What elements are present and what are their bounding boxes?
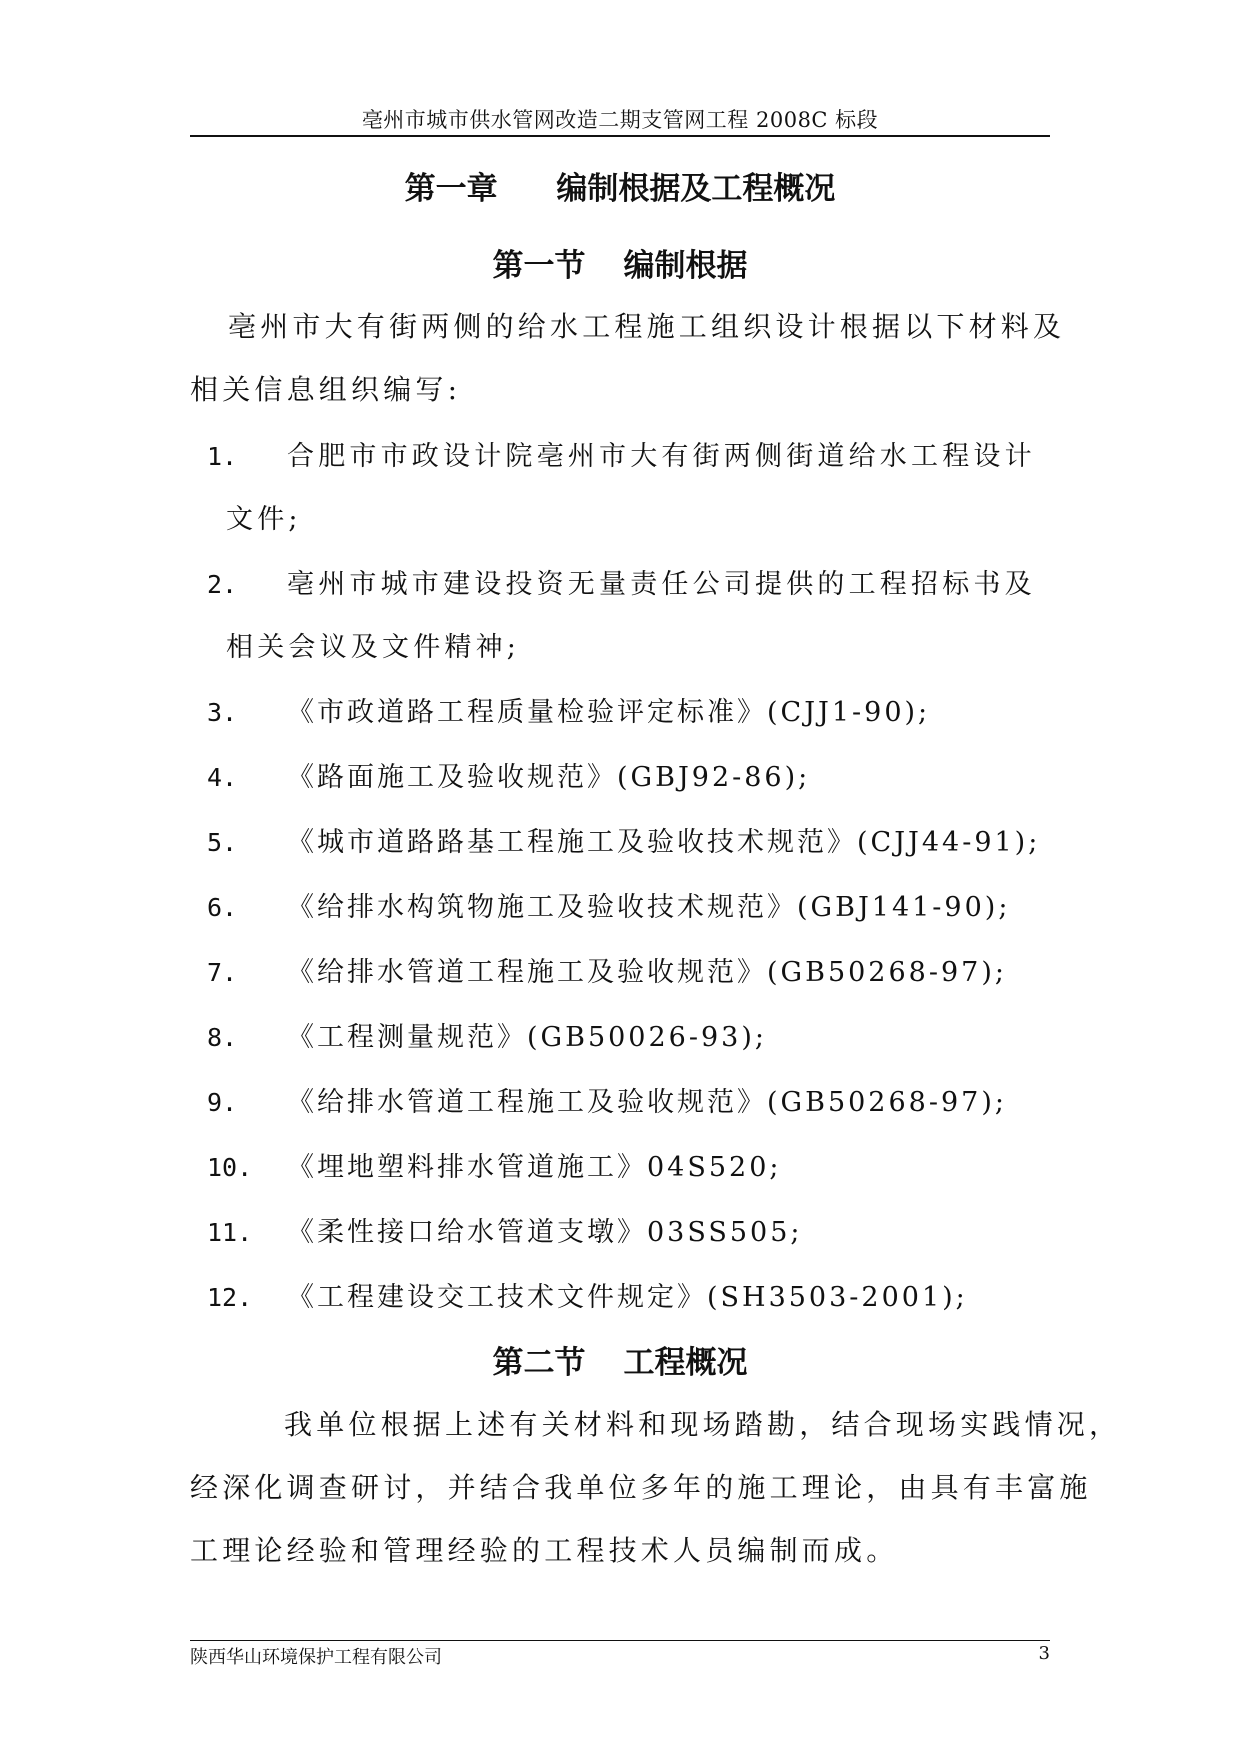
overview-line-1: 我单位根据上述有关材料和现场踏勘，结合现场实践情况， (284, 1408, 1122, 1441)
section-title-2 (190, 1337, 1050, 1382)
list-item-continuation (226, 497, 302, 536)
intro-line-2: 相关信息组织编写: (190, 373, 462, 406)
running-header: 亳州市城市供水管网改造二期支管网工程 2008C 标段 (361, 108, 879, 132)
list-item-number: 7. (207, 958, 238, 987)
header-rule (190, 135, 1050, 137)
intro-line-1: 亳州市大有街两侧的给水工程施工组织设计根据以下材料及 (228, 310, 1066, 343)
list-item-text: 《工程测量规范》(GB50026-93); (287, 1022, 767, 1053)
list-item (207, 1145, 781, 1184)
list-item-text: 《给排水管道工程施工及验收规范》(GB50268-97); (287, 1087, 1007, 1118)
list-item-text: 亳州市城市建设投资无量责任公司提供的工程招标书及 (287, 569, 1036, 600)
section-title-1 (190, 240, 1050, 285)
overview-line-3: 工理论经验和管理经验的工程技术人员编制而成。 (190, 1534, 899, 1567)
list-item-number: 12. (207, 1283, 253, 1312)
list-item-text: 文件; (226, 504, 302, 535)
list-item (207, 820, 1040, 859)
list-item (207, 1210, 803, 1249)
list-item-number: 4. (207, 763, 238, 792)
list-item-number: 5. (207, 828, 238, 857)
list-item-text: 合肥市市政设计院亳州市大有街两侧街道给水工程设计 (287, 441, 1036, 472)
list-item (207, 950, 1007, 989)
list-item-number: 1. (207, 442, 238, 471)
list-item (207, 1080, 1007, 1119)
list-item-continuation (226, 625, 520, 664)
list-item-number: 3. (207, 698, 238, 727)
list-item (207, 885, 1010, 924)
section-2-title: 工程概况 (623, 1345, 748, 1381)
section-1-title: 编制根据 (623, 248, 748, 284)
list-item-text: 《给排水构筑物施工及验收技术规范》(GBJ141-90); (287, 892, 1011, 923)
list-item-text: 相关会议及文件精神; (226, 632, 521, 663)
list-item-text: 《给排水管道工程施工及验收规范》(GB50268-97); (287, 957, 1007, 988)
list-item-number: 8. (207, 1023, 238, 1052)
section-1-number: 第一节 (492, 248, 586, 284)
list-item-number: 10. (207, 1153, 253, 1182)
chapter-title: 第一章 编制根据及工程概况 (404, 171, 836, 207)
overview-line-2: 经深化调查研讨，并结合我单位多年的施工理论，由具有丰富施 (190, 1471, 1092, 1504)
list-item-number: 2. (207, 570, 238, 599)
footer-company: 陕西华山环境保护工程有限公司 (190, 1647, 442, 1668)
list-item (207, 690, 930, 729)
list-item-text: 《工程建设交工技术文件规定》(SH3503-2001); (287, 1282, 968, 1313)
footer-rule (190, 1640, 1050, 1641)
list-item-text: 《埋地塑料排水管道施工》04S520; (287, 1152, 782, 1183)
list-item-text: 《城市道路路基工程施工及验收技术规范》(CJJ44-91); (287, 827, 1041, 858)
list-item (207, 434, 1036, 473)
list-item (207, 1275, 968, 1314)
list-item (207, 755, 810, 794)
page-number: 3 (1038, 1643, 1050, 1664)
list-item (207, 1015, 767, 1054)
list-item-text: 《路面施工及验收规范》(GBJ92-86); (287, 762, 811, 793)
list-item-text: 《市政道路工程质量检验评定标准》(CJJ1-90); (287, 697, 931, 728)
list-item-number: 6. (207, 893, 238, 922)
list-item-number: 9. (207, 1088, 238, 1117)
list-item (207, 562, 1036, 601)
section-2-number: 第二节 (492, 1345, 586, 1381)
list-item-text: 《柔性接口给水管道支墩》03SS505; (287, 1217, 803, 1248)
list-item-number: 11. (207, 1218, 253, 1247)
